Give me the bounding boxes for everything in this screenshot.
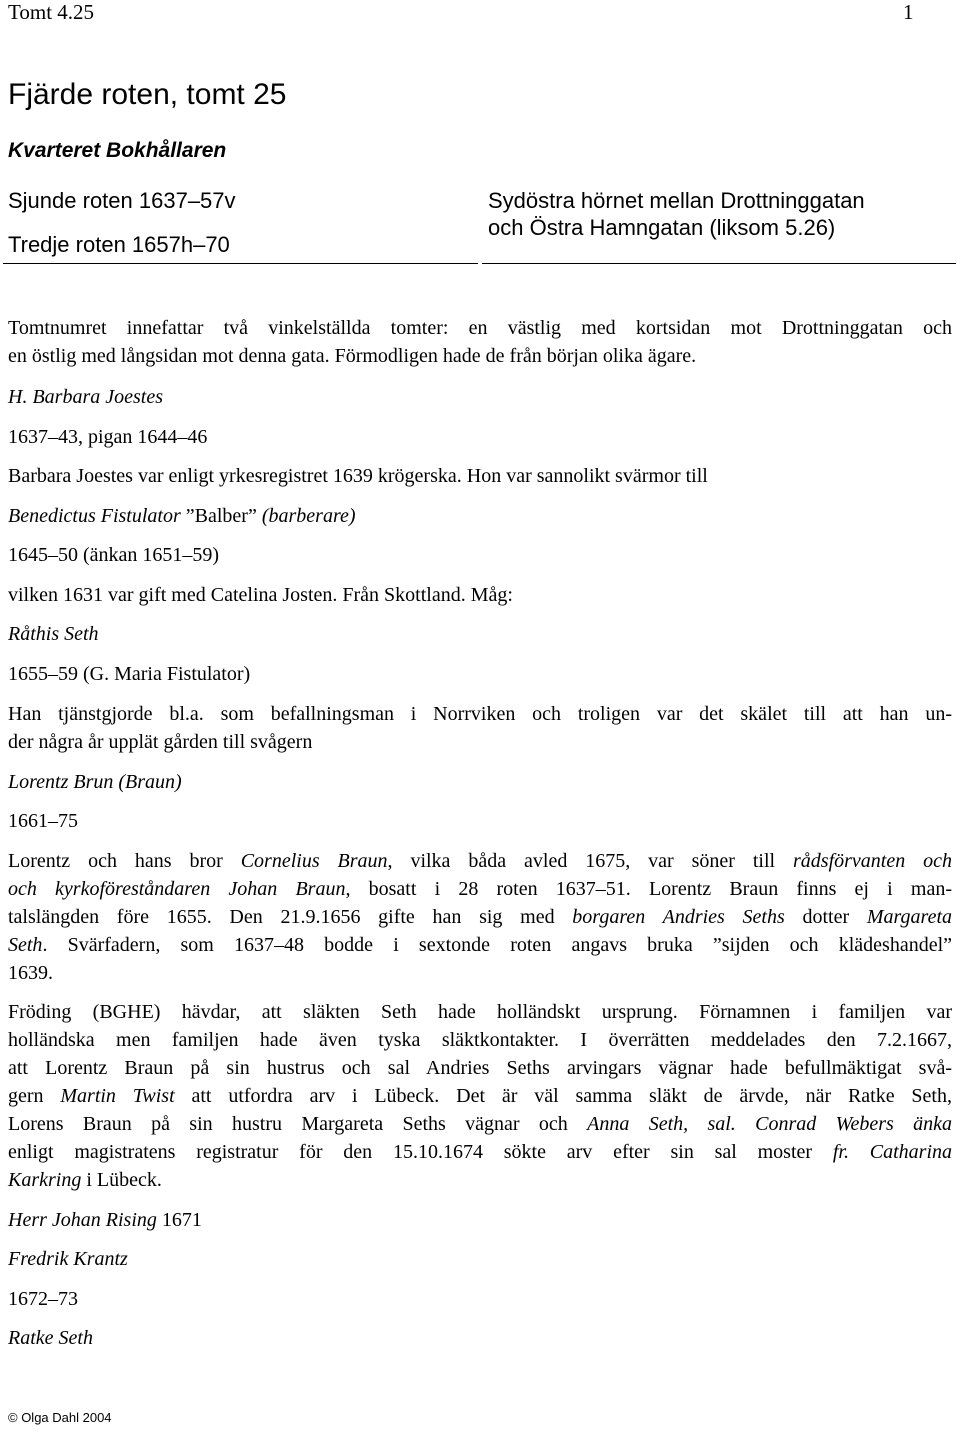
- owner-name: Fredrik Krantz: [8, 1248, 128, 1270]
- roten-line-1: Sjunde roten 1637–57v: [8, 188, 236, 213]
- owner-years: 1672–73: [8, 1288, 78, 1310]
- owner-years: 1637–43, pigan 1644–46: [8, 426, 208, 448]
- paragraph-froding-line-1: Fröding (BGHE) hävdar, att släkten Seth hade holländskt ursprung. Förnamnen i familjen var: [8, 1001, 952, 1023]
- location-block: [482, 184, 956, 264]
- paragraph-froding-line-3: att Lorentz Braun på sin hustrus och sal Andries Seths arvingars vägnar hade befullmäktigat svå-: [8, 1057, 952, 1079]
- owner-years: 1645–50 (änkan 1651–59): [8, 544, 220, 566]
- paragraph-lorentz-line-2: och kyrkoföreståndaren Johan Braun, bosatt i 28 roten 1637–51. Lorentz Braun finns ej i man-: [8, 878, 953, 900]
- copyright-footer: © Olga Dahl 2004: [8, 1410, 112, 1425]
- paragraph-barbara: Barbara Joestes var enligt yrkesregistret 1639 krögerska. Hon var sannolikt svärmor till: [8, 465, 708, 487]
- intro-line-1: Tomtnumret innefattar två vinkelställda tomter: en västlig med kortsidan mot Drottninggatan och: [8, 317, 952, 339]
- owner-name: Lorentz Brun (Braun): [8, 771, 182, 793]
- owner-name: H. Barbara Joestes: [8, 386, 163, 408]
- paragraph-lorentz-line-4: Seth. Svärfadern, som 1637–48 bodde i sextonde roten angavs bruka ”sijden och klädeshandel”: [8, 934, 952, 956]
- page-number: 1: [903, 0, 914, 24]
- paragraph-froding-line-2: holländska men familjen hade även tyska släktkontakter. I överrätten meddelades den 7.2.1667,: [8, 1029, 952, 1051]
- paragraph-rathis-line-1: Han tjänstgjorde bl.a. som befallningsman i Norrviken och troligen var det skälet till att han un-: [8, 703, 952, 725]
- paragraph-froding-line-6: enligt magistratens registratur för den 15.10.1674 sökte arv efter sin sal moster fr. Catharina: [8, 1141, 953, 1163]
- location-line-1: Sydöstra hörnet mellan Drottninggatan: [488, 188, 865, 213]
- page-title: Fjärde roten, tomt 25: [8, 78, 287, 111]
- paragraph-froding-line-4: gern Martin Twist att utfordra arv i Lübeck. Det är väl samma släkt de ärvde, när Ratke Seth,: [8, 1085, 952, 1107]
- location-line-2: och Östra Hamngatan (liksom 5.26): [488, 215, 836, 240]
- quarter-name: Kvarteret Bokhållaren: [8, 139, 227, 162]
- owner-name: Råthis Seth: [8, 623, 99, 645]
- owner-years: 1655–59 (G. Maria Fistulator): [8, 663, 251, 685]
- roten-line-2: Tredje roten 1657h–70: [8, 232, 230, 257]
- paragraph-lorentz-line-3: talslängden före 1655. Den 21.9.1656 gifte han sig med borgaren Andries Seths dotter Margareta: [8, 906, 953, 928]
- paragraph-lorentz-line-1: Lorentz och hans bror Cornelius Braun, vilka båda avled 1675, var söner till rådsförvanten och: [8, 850, 953, 872]
- paragraph-froding-line-5: Lorens Braun på sin hustru Margareta Seths vägnar och Anna Seth, sal. Conrad Webers änka: [8, 1113, 952, 1135]
- owner-years: 1661–75: [8, 810, 78, 832]
- roten-block: [3, 184, 478, 264]
- owner-name: Benedictus Fistulator ”Balber” (barberare): [8, 505, 356, 527]
- paragraph-lorentz-line-5: 1639.: [8, 962, 53, 984]
- paragraph-rathis-line-2: der några år upplät gården till svågern: [8, 731, 313, 753]
- paragraph-benedictus: vilken 1631 var gift med Catelina Josten. Från Skottland. Måg:: [8, 584, 513, 606]
- owner-name: Herr Johan Rising 1671: [8, 1209, 202, 1231]
- owner-name: Ratke Seth: [8, 1327, 93, 1349]
- intro-line-2: en östlig med långsidan mot denna gata. Förmodligen hade de från början olika ägare.: [8, 345, 697, 367]
- page-header-left: Tomt 4.25: [8, 0, 95, 24]
- paragraph-froding-line-7: Karkring i Lübeck.: [8, 1169, 162, 1191]
